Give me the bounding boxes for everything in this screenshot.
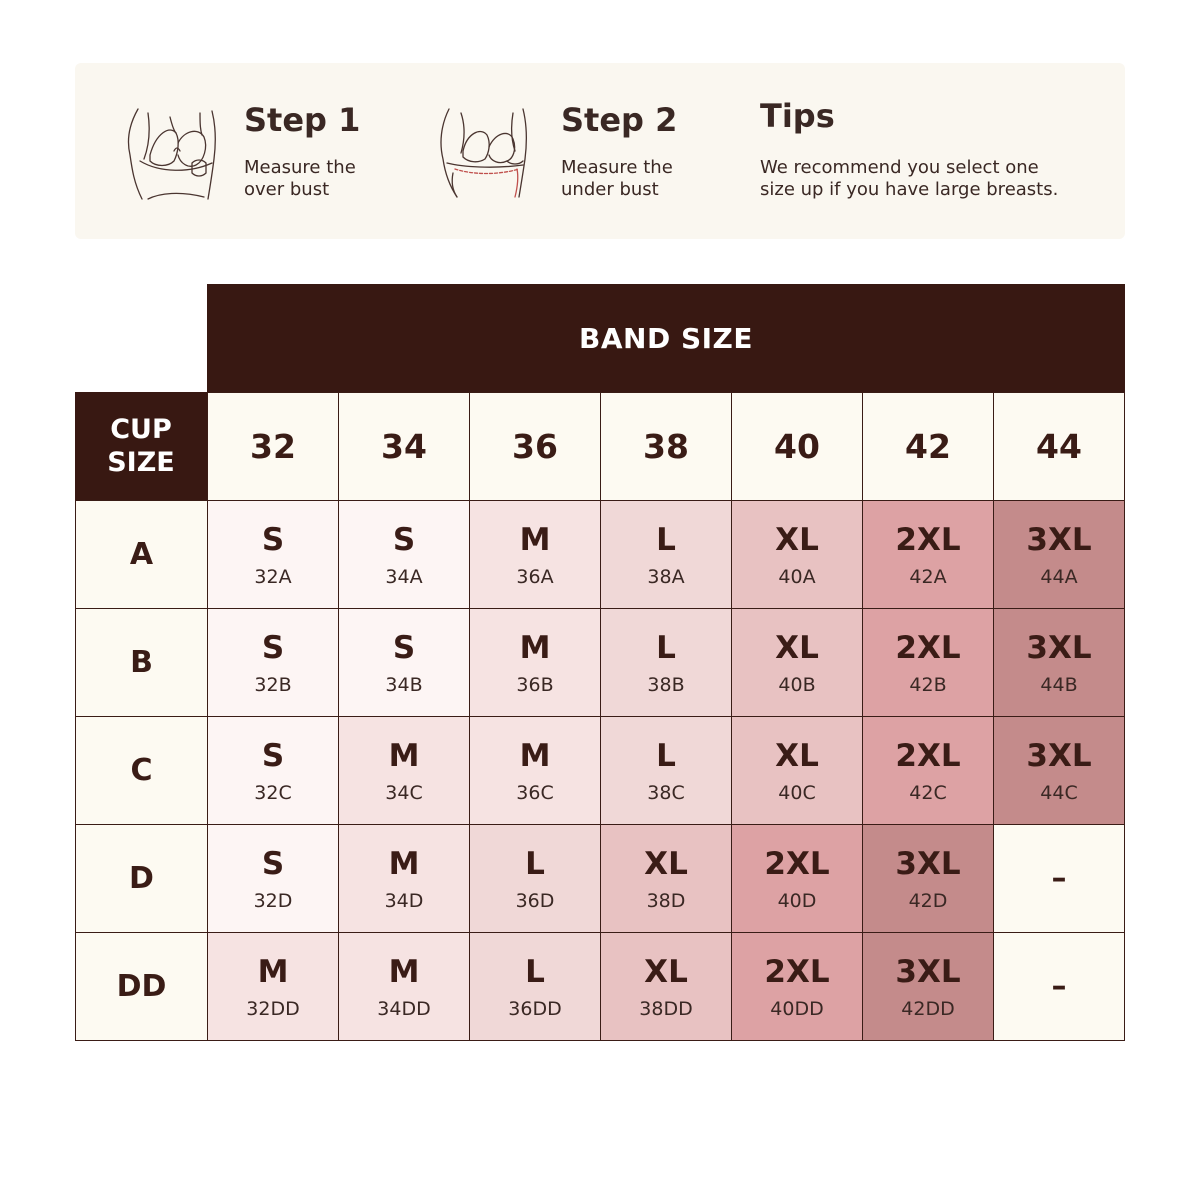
size-cell xyxy=(600,716,732,825)
size-letter: S xyxy=(261,521,285,558)
cup-size-cell xyxy=(75,608,208,717)
size-code: 36DD xyxy=(508,997,562,1020)
size-letter: 2XL xyxy=(895,629,961,666)
size-code: 38D xyxy=(646,889,686,912)
size-code: 36B xyxy=(516,673,554,696)
size-code: 32D xyxy=(253,889,293,912)
step-1-description xyxy=(244,157,356,201)
step-1-description-line: Measure the xyxy=(244,157,356,178)
size-cell xyxy=(993,716,1125,825)
band-size-label: 40 xyxy=(774,427,820,466)
tips-description xyxy=(760,157,1058,201)
size-letter: L xyxy=(656,737,676,774)
size-code: 32A xyxy=(254,565,292,588)
size-cell xyxy=(731,608,863,717)
band-size-cell xyxy=(731,392,863,501)
size-code: 42D xyxy=(908,889,948,912)
size-letter: 3XL xyxy=(895,845,961,882)
size-letter: XL xyxy=(775,629,819,666)
band-size-label: 44 xyxy=(1036,427,1082,466)
size-code: 36A xyxy=(516,565,554,588)
size-cell xyxy=(469,824,601,933)
size-letter: L xyxy=(656,521,676,558)
step-2-description-line: under bust xyxy=(561,179,659,200)
size-letter: L xyxy=(525,845,545,882)
size-letter: 3XL xyxy=(1026,737,1092,774)
size-code: 42B xyxy=(909,673,947,696)
size-letter: S xyxy=(261,737,285,774)
size-cell xyxy=(338,932,470,1041)
band-size-label: 34 xyxy=(381,427,427,466)
size-code: 34DD xyxy=(377,997,431,1020)
size-cell xyxy=(207,824,339,933)
step-1-title: Step 1 xyxy=(244,101,361,139)
size-cell xyxy=(600,824,732,933)
size-cell xyxy=(338,824,470,933)
cup-size-label: DD xyxy=(116,969,167,1004)
band-size-label: 32 xyxy=(250,427,296,466)
cup-size-cell xyxy=(75,824,208,933)
size-letter: 3XL xyxy=(1026,521,1092,558)
empty-marker: – xyxy=(1051,861,1067,896)
size-cell xyxy=(207,608,339,717)
size-letter: 3XL xyxy=(1026,629,1092,666)
empty-marker: – xyxy=(1051,969,1067,1004)
size-cell xyxy=(469,716,601,825)
size-cell xyxy=(862,824,994,933)
size-cell xyxy=(207,716,339,825)
size-code: 32DD xyxy=(246,997,300,1020)
cup-size-cell xyxy=(75,716,208,825)
size-cell xyxy=(338,716,470,825)
size-code: 40DD xyxy=(770,997,824,1020)
size-code: 40C xyxy=(778,781,816,804)
size-letter: 2XL xyxy=(895,521,961,558)
tips-title: Tips xyxy=(760,97,835,135)
size-code: 38A xyxy=(647,565,685,588)
size-code: 34B xyxy=(385,673,423,696)
band-size-cell xyxy=(600,392,732,501)
band-size-label: 38 xyxy=(643,427,689,466)
size-letter: 2XL xyxy=(764,845,830,882)
size-code: 38C xyxy=(647,781,685,804)
size-letter: XL xyxy=(775,737,819,774)
under-bust-figure-icon xyxy=(433,103,533,203)
band-size-cell xyxy=(338,392,470,501)
size-letter: S xyxy=(261,845,285,882)
cup-size-header-line: CUP xyxy=(110,414,172,445)
size-code: 44B xyxy=(1040,673,1078,696)
size-cell xyxy=(600,500,732,609)
step-1-description-line: over bust xyxy=(244,179,330,200)
size-letter: M xyxy=(519,737,551,774)
empty-size-cell xyxy=(993,932,1125,1041)
size-cell xyxy=(862,716,994,825)
empty-size-cell xyxy=(993,824,1125,933)
size-code: 42DD xyxy=(901,997,955,1020)
cup-size-header-line: SIZE xyxy=(107,447,175,478)
cup-size-cell xyxy=(75,500,208,609)
cup-size-header xyxy=(75,392,207,500)
size-code: 34D xyxy=(384,889,424,912)
size-letter: S xyxy=(392,629,416,666)
over-bust-figure-icon xyxy=(120,103,220,203)
size-cell xyxy=(469,932,601,1041)
size-letter: 2XL xyxy=(895,737,961,774)
size-letter: XL xyxy=(644,953,688,990)
size-code: 42C xyxy=(909,781,947,804)
size-code: 38DD xyxy=(639,997,693,1020)
size-code: 44C xyxy=(1040,781,1078,804)
size-letter: S xyxy=(261,629,285,666)
size-cell xyxy=(731,932,863,1041)
cup-size-label: D xyxy=(129,861,154,896)
size-cell xyxy=(600,932,732,1041)
size-code: 36C xyxy=(516,781,554,804)
cup-size-label: C xyxy=(130,753,153,788)
size-cell xyxy=(862,500,994,609)
size-cell xyxy=(469,500,601,609)
band-size-label: 42 xyxy=(905,427,951,466)
band-size-label: 36 xyxy=(512,427,558,466)
size-code: 42A xyxy=(909,565,947,588)
size-cell xyxy=(600,608,732,717)
size-code: 40B xyxy=(778,673,816,696)
size-letter: XL xyxy=(644,845,688,882)
size-code: 32B xyxy=(254,673,292,696)
band-size-cell xyxy=(862,392,994,501)
band-size-cell xyxy=(993,392,1125,501)
size-code: 34A xyxy=(385,565,423,588)
cup-size-label: A xyxy=(129,537,154,572)
tips-description-line: size up if you have large breasts. xyxy=(760,179,1059,200)
size-letter: M xyxy=(388,953,420,990)
cup-size-label: B xyxy=(130,645,153,680)
size-letter: XL xyxy=(775,521,819,558)
size-code: 36D xyxy=(515,889,555,912)
size-cell xyxy=(862,608,994,717)
size-letter: S xyxy=(392,521,416,558)
size-letter: M xyxy=(519,521,551,558)
size-code: 38B xyxy=(647,673,685,696)
size-cell xyxy=(338,608,470,717)
band-size-cell xyxy=(207,392,339,501)
size-cell xyxy=(731,824,863,933)
size-code: 34C xyxy=(385,781,423,804)
size-code: 44A xyxy=(1040,565,1078,588)
size-code: 40A xyxy=(778,565,816,588)
size-cell xyxy=(207,500,339,609)
size-cell xyxy=(993,608,1125,717)
size-code: 32C xyxy=(254,781,292,804)
size-letter: M xyxy=(388,845,420,882)
size-letter: M xyxy=(519,629,551,666)
size-letter: L xyxy=(525,953,545,990)
size-cell xyxy=(731,716,863,825)
step-2-title: Step 2 xyxy=(561,101,678,139)
size-cell xyxy=(862,932,994,1041)
size-letter: 3XL xyxy=(895,953,961,990)
size-cell xyxy=(207,932,339,1041)
size-code: 40D xyxy=(777,889,817,912)
size-cell xyxy=(469,608,601,717)
band-size-header: BAND SIZE xyxy=(207,284,1125,392)
size-cell xyxy=(338,500,470,609)
cup-size-cell xyxy=(75,932,208,1041)
size-letter: 2XL xyxy=(764,953,830,990)
size-letter: M xyxy=(388,737,420,774)
size-cell xyxy=(731,500,863,609)
step-2-description xyxy=(561,157,673,201)
size-cell xyxy=(993,500,1125,609)
step-2-description-line: Measure the xyxy=(561,157,673,178)
size-letter: M xyxy=(257,953,289,990)
tips-description-line: We recommend you select one xyxy=(760,157,1039,178)
size-letter: L xyxy=(656,629,676,666)
band-size-cell xyxy=(469,392,601,501)
measurement-info-card xyxy=(75,63,1125,239)
